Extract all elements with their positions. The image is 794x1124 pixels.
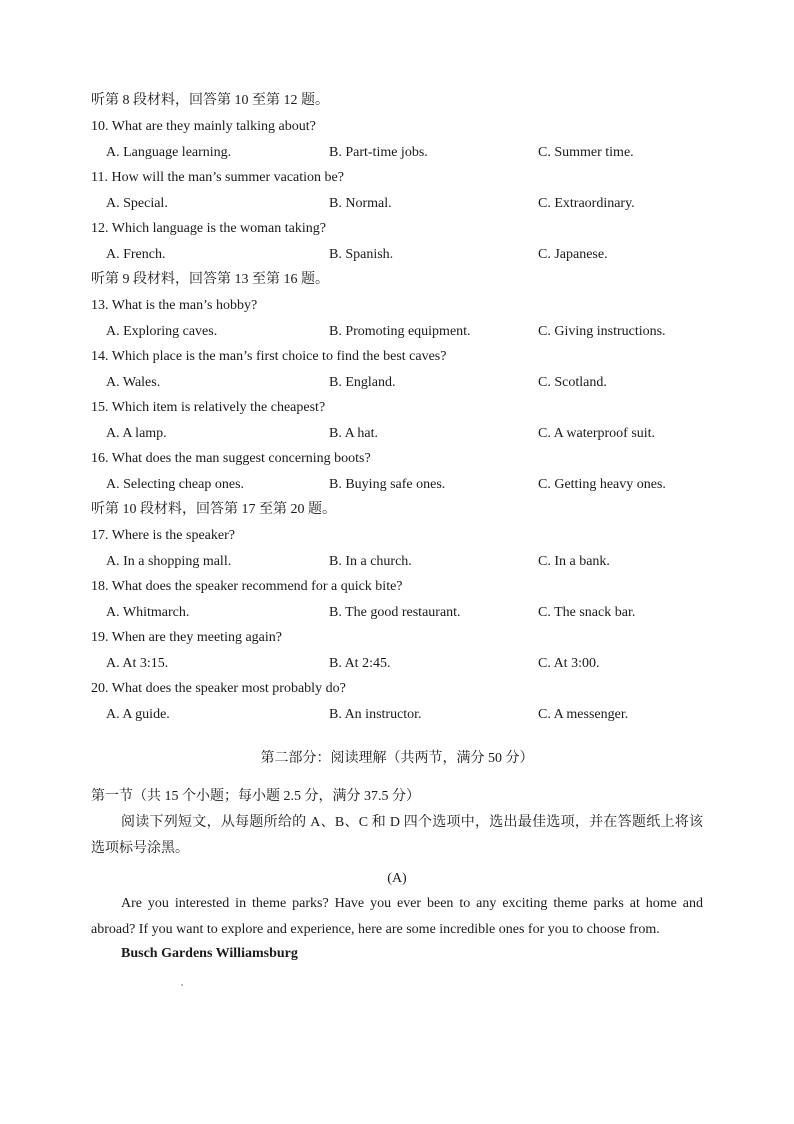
part-two-title: 第二部分：阅读理解（共两节，满分 50 分）	[260, 751, 534, 766]
options-10	[0, 144, 794, 162]
question-13: 13. What is the man’s hobby?	[91, 298, 258, 313]
option-b: B. England.	[329, 375, 396, 390]
options-15	[0, 425, 794, 443]
passage-label: (A)	[387, 871, 407, 886]
option-a: A. Selecting cheap ones.	[106, 477, 245, 492]
option-c: C. Japanese.	[538, 247, 608, 262]
question-14: 14. Which place is the man’s first choice to find the best caves?	[91, 349, 447, 364]
option-a: A. At 3:15.	[106, 656, 169, 671]
options-18	[0, 604, 794, 622]
option-a: A. Language learning.	[106, 145, 232, 160]
option-b: B. A hat.	[329, 426, 379, 441]
section-instruction-10: 听第 10 段材料，回答第 17 至第 20 题。	[91, 502, 336, 517]
section-one-title: 第一节（共 15 个小题；每小题 2.5 分，满分 37.5 分）	[91, 789, 420, 804]
question-15: 15. Which item is relatively the cheapest?	[91, 400, 326, 415]
option-a: A. A guide.	[106, 707, 170, 722]
options-17	[0, 553, 794, 571]
option-c: C. A messenger.	[538, 707, 629, 722]
option-b: B. Normal.	[329, 196, 392, 211]
option-a: A. In a shopping mall.	[106, 554, 232, 569]
option-b: B. In a church.	[329, 554, 412, 569]
options-13	[0, 323, 794, 341]
options-11	[0, 195, 794, 213]
option-b: B. An instructor.	[329, 707, 422, 722]
option-b: B. Buying safe ones.	[329, 477, 446, 492]
question-20: 20. What does the speaker most probably do?	[91, 681, 346, 696]
question-16: 16. What does the man suggest concerning boots?	[91, 451, 371, 466]
passage-intro: Are you interested in theme parks? Have you ever been to any exciting theme parks at home and abroad? If you want to explore and experience, here are some incredible ones for you to choose from.	[91, 896, 703, 937]
option-c: C. A waterproof suit.	[538, 426, 656, 441]
option-a: A. Whitmarch.	[106, 605, 190, 620]
question-10: 10. What are they mainly talking about?	[91, 119, 316, 134]
option-c: C. Giving instructions.	[538, 324, 666, 339]
section-instruction-9: 听第 9 段材料，回答第 13 至第 16 题。	[91, 272, 329, 287]
option-c: C. Getting heavy ones.	[538, 477, 666, 492]
question-17: 17. Where is the speaker?	[91, 528, 235, 543]
reading-instructions: 阅读下列短文，从每题所给的 A、B、C 和 D 四个选项中，选出最佳选项，并在答题纸上将该选项标号涂黑。	[91, 815, 703, 856]
options-20	[0, 706, 794, 724]
option-c: C. Extraordinary.	[538, 196, 635, 211]
option-b: B. Spanish.	[329, 247, 394, 262]
passage-heading: Busch Gardens Williamsburg	[121, 946, 298, 961]
question-12: 12. Which language is the woman taking?	[91, 221, 326, 236]
option-a: A. French.	[106, 247, 166, 262]
options-19	[0, 655, 794, 673]
section-instruction-8: 听第 8 段材料，回答第 10 至第 12 题。	[91, 93, 329, 108]
option-a: A. A lamp.	[106, 426, 167, 441]
question-11: 11. How will the man’s summer vacation be?	[91, 170, 344, 185]
question-18: 18. What does the speaker recommend for a quick bite?	[91, 579, 403, 594]
option-c: C. Summer time.	[538, 145, 634, 160]
options-16	[0, 476, 794, 494]
option-b: B. Part-time jobs.	[329, 145, 428, 160]
option-b: B. The good restaurant.	[329, 605, 461, 620]
options-14	[0, 374, 794, 392]
option-b: B. At 2:45.	[329, 656, 391, 671]
question-19: 19. When are they meeting again?	[91, 630, 282, 645]
option-a: A. Special.	[106, 196, 168, 211]
option-a: A. Exploring caves.	[106, 324, 218, 339]
option-c: C. At 3:00.	[538, 656, 600, 671]
option-b: B. Promoting equipment.	[329, 324, 471, 339]
options-12	[0, 246, 794, 264]
scan-dot	[181, 984, 183, 986]
option-c: C. The snack bar.	[538, 605, 636, 620]
option-a: A. Wales.	[106, 375, 161, 390]
option-c: C. Scotland.	[538, 375, 607, 390]
option-c: C. In a bank.	[538, 554, 610, 569]
